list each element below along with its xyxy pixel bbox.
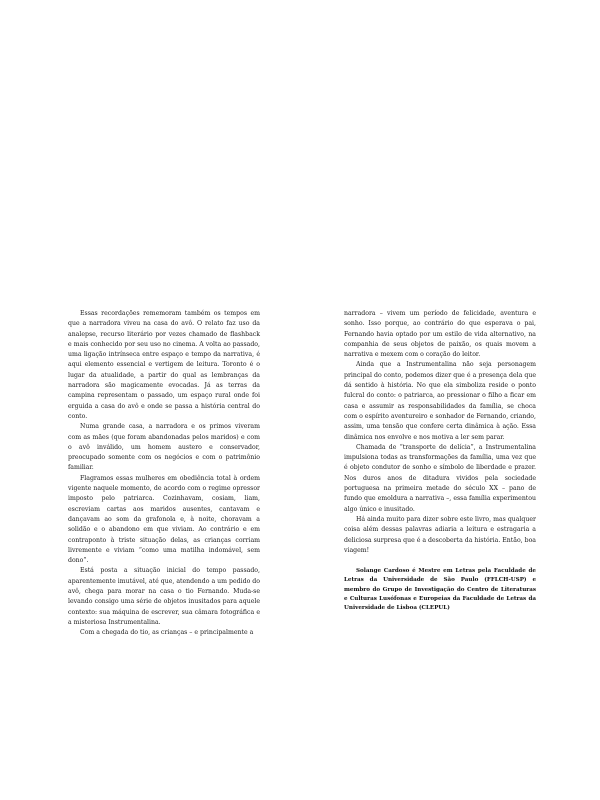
left-text-column	[68, 309, 260, 639]
paragraph: Ainda que a Instrumentalina não seja personagem principal do conto, podemos dizer que é a presença dela que dá sentido à história. No que ela simboliza reside o ponto fulcral do conto: o patriarca, ao pressionar o filho a ficar em casa e assumir as responsabilidades da família, se choca com o espírito aventureiro e sonhador de Fernando, criando, assim, uma tensão que confere certa dinâmica à ação. Essa dinâmica nos envolve e nos motiva a ler sem parar.	[344, 361, 536, 441]
paragraph: Há ainda muito para dizer sobre este livro, mas qualquer coisa além dessas palavras adiaria a leitura e estragaria a deliciosa surpresa que é a descoberta da história. Então, boa viagem!	[344, 515, 536, 554]
paragraph: Flagramos essas mulheres em obediência total à ordem vigente naquele momento, de acordo com o regime opressor imposto pelo patriarca. Cozinhavam, cosiam, liam, escreviam cartas aos maridos ausentes, cantavam e dançavam ao som da grafonola e, à noite, choravam a solidão e o abandono em que viviam. Ao contrário e em contraponto à triste situação delas, as crianças corriam livremente e viviam “como uma matilha indomável, sem dono”.	[68, 474, 260, 565]
paragraph: Está posta a situação inicial do tempo passado, aparentemente imutável, até que, atendendo a um pedido do avô, chega para morar na casa o tio Fernando. Muda-se levando consigo uma série de objetos inusitados para aquele contexto: sua máquina de escrever, sua câmara fotográfica e a misteriosa Instrumentalina.	[68, 567, 260, 626]
paragraph: Numa grande casa, a narradora e os primos viveram com as mães (que foram abandonadas pelos maridos) e com o avô inválido, um homem austero e conservador, preocupado somente com os negócios e com o patrimônio familiar.	[68, 423, 260, 472]
paragraph: Essas recordações rememoram também os tempos em que a narradora viveu na casa do avô. O relato faz uso da analepse, recurso literário por vezes chamado de flashback e mais conhecido por seu uso no cinema. A volta ao passado, uma ligação intrínseca entre espaço e tempo da narrativa, é aqui elemento essencial e vertigem de leitura. Toronto é o lugar da atualidade, a partir do qual as lembranças da narradora são magicamente evocadas. Já as terras da campina representam o passado, um espaço rural onde foi erguida a casa do avô e onde se passa a história central do conto.	[68, 310, 260, 420]
author-bio: Solange Cardoso é Mestre em Letras pela Faculdade de Letras da Universidade de São Paulo (FFLCH-USP) e membro do Grupo de Investigação do Centro de Literaturas e Culturas Lusófonas e Europeias da Faculdade de Letras da Universidade de Lisboa (CLEPUL)	[344, 568, 536, 611]
paragraph: narradora – vivem um período de felicidade, aventura e sonho. Isso porque, ao contrário do que esperava o pai, Fernando havia optado por um estilo de vida alternativo, na companhia de seus objetos de paixão, os quais movem a narrativa e mexem com o coração do leitor.	[344, 310, 536, 359]
paragraph: Com a chegada do tio, as crianças – e principalmente a	[80, 629, 254, 637]
paragraph: Chamada de “transporte de delícia”, a Instrumentalina impulsiona todas as transformações da família, uma vez que é objeto condutor de sonho e símbolo de liberdade e prazer. Nos duros anos de ditadura vividos pela sociedade portuguesa na primeira metade do século XX – pano de fundo que emoldura a narrativa –, essa família experimentou algo único e inusitado.	[344, 443, 536, 513]
right-text-column	[344, 309, 536, 613]
